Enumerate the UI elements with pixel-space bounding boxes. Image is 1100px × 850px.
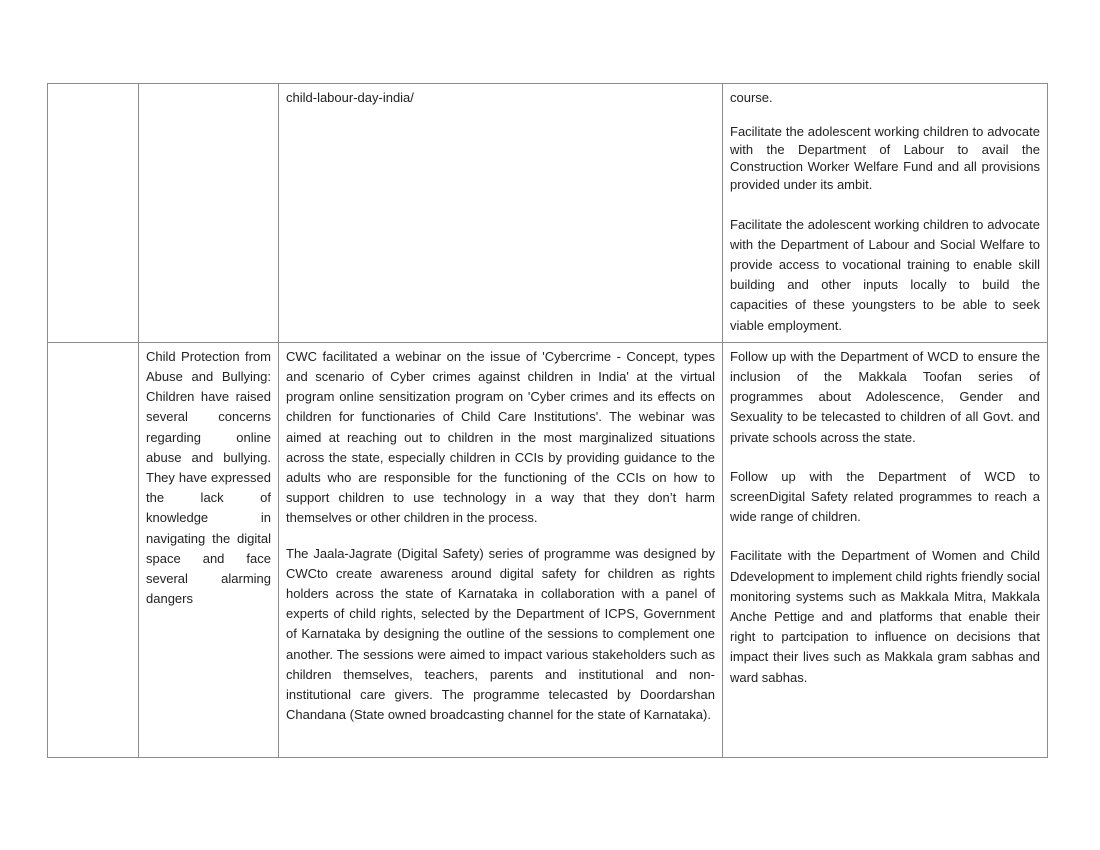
cell-paragraph: Follow up with the Department of WCD to screenDigital Safety related programmes to reach a wide range of children. [730, 468, 1040, 525]
cell-paragraph: CWC facilitated a webinar on the issue of 'Cybercrime - Concept, types and scenario of Cyber crimes against children in India' at the virtual program online sensitization program on 'Cyber crimes and its effects on children for functionaries of Child Care Institutions'. The webinar was aimed at reaching out to children in the most marginalized situations across the state, especially children in CCIs by providing guidance to the adults who are responsible for the functioning of the CCIs on how to support children to use technology in a way that they don’t harm themselves or other children in the process. [286, 348, 715, 526]
table-cell-recommendation [723, 84, 1048, 343]
table-cell-recommendation [723, 342, 1048, 757]
table-cell-empty [139, 84, 279, 343]
cell-paragraph: Facilitate the adolescent working children to advocate with the Department of Labour to avail the Construction Worker Welfare Fund and all provisions provided under its ambit. [730, 124, 1040, 192]
table-cell-empty [48, 342, 139, 757]
table-cell-empty [48, 84, 139, 343]
cell-text: child-labour-day-india/ [286, 90, 414, 105]
table-cell-activity [279, 342, 723, 757]
cell-paragraph: Facilitate with the Department of Women and Child Ddevelopment to implement child rights friendly social monitoring systems such as Makkala Mitra, Makkala Anche Pettige and and platforms that enable their right to partcipation to influence on decisions that impact their lives such as Makkala gram sabhas and ward sabhas. [730, 548, 1040, 685]
table-row [48, 84, 1048, 343]
cell-paragraph: Facilitate the adolescent working children to advocate with the Department of Labour and Social Welfare to provide access to vocational training to enable skill building and other inputs locally to build the capacities of these youngsters to be able to seek viable employment. [730, 216, 1040, 333]
table-row [48, 342, 1048, 757]
document-table [47, 83, 1048, 758]
cell-paragraph: Follow up with the Department of WCD to ensure the inclusion of the Makkala Toofan series of programmes about Adolescence, Gender and Sexuality to be telecasted to children of all Govt. and private schools across the state. [730, 348, 1040, 445]
cell-paragraph: course. [730, 90, 773, 105]
cell-text: Child Protection from Abuse and Bullying: Children have raised several concerns regarding online abuse and bullying. They have expressed the lack of knowledge in navigating the digital space and face several alarming dangers [146, 348, 271, 607]
table-cell-activity [279, 84, 723, 343]
table-cell-issue [139, 342, 279, 757]
cell-paragraph: The Jaala-Jagrate (Digital Safety) series of programme was designed by CWCto create awareness around digital safety for children as rights holders across the state of Karnataka in collaboration with a panel of experts of child rights, selected by the Department of ICPS, Government of Karnataka by designing the outline of the sessions to complement one another. The sessions were aimed to impact various stakeholders such as children themselves, teachers, parents and institutional and non-institutional care givers. The programme telecasted by Doordarshan Chandana (State owned broadcasting channel for the state of Karnataka). [286, 545, 715, 723]
